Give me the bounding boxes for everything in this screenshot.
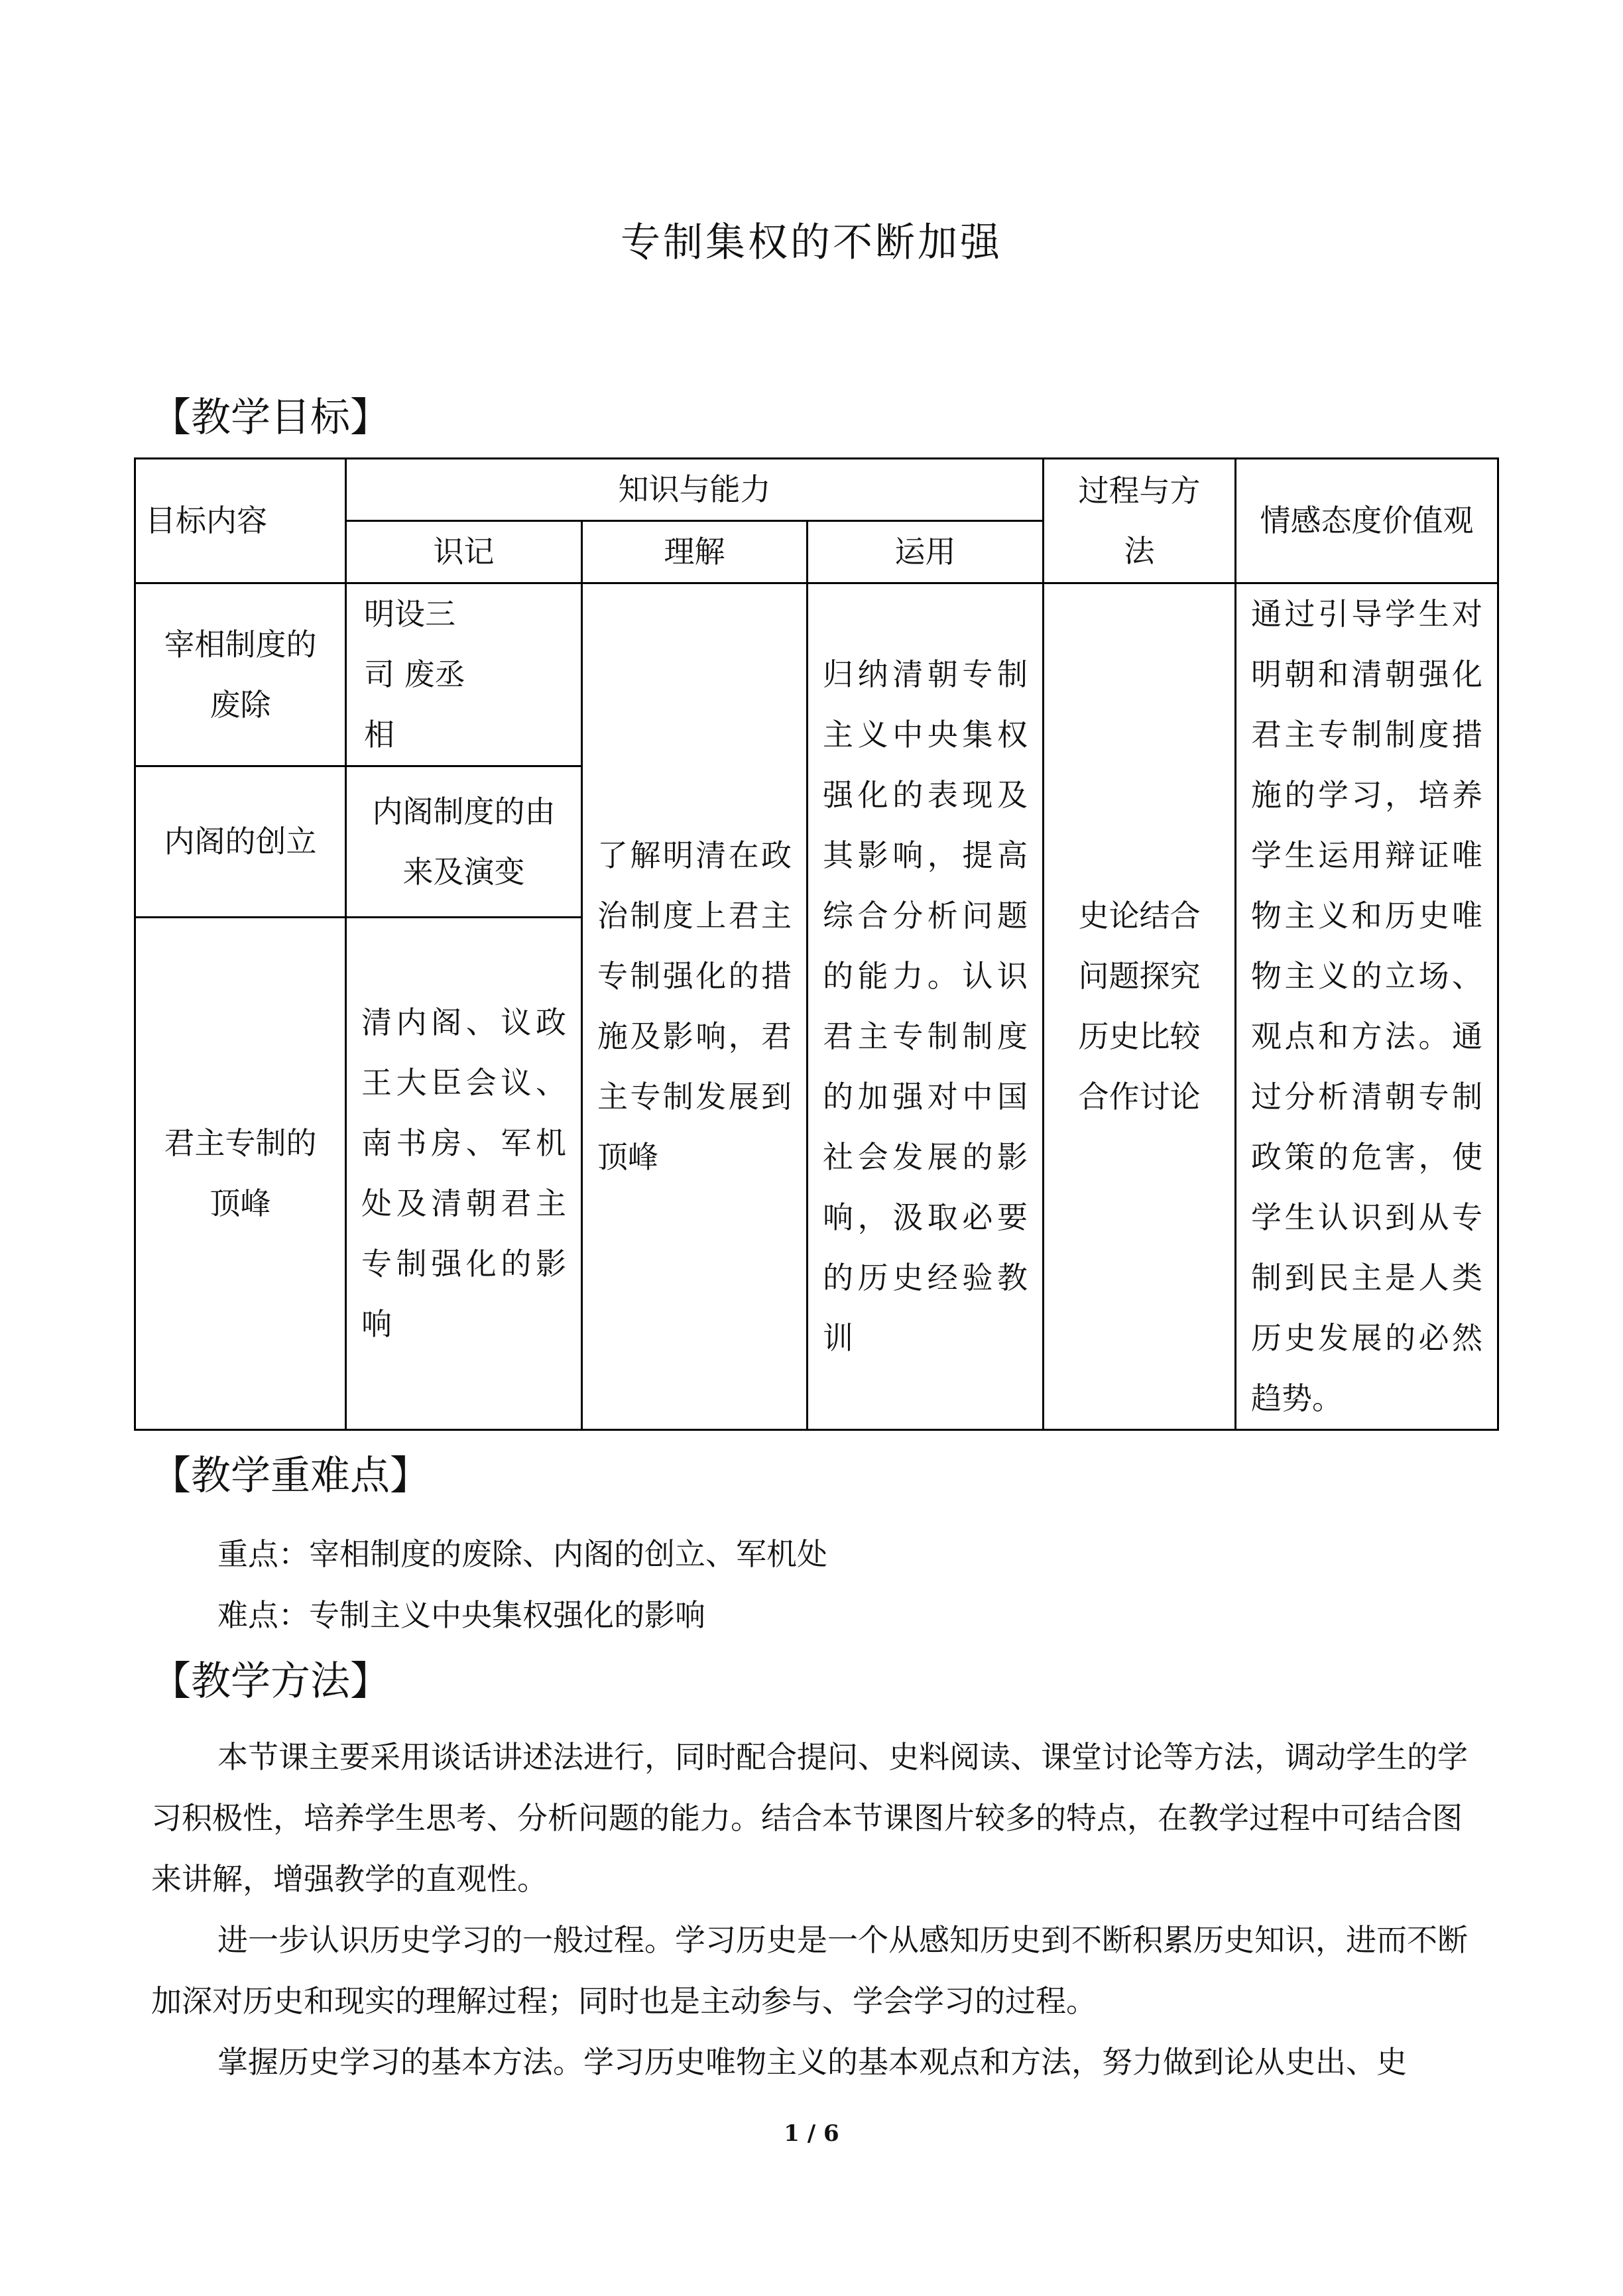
- key-point: 重点：宰相制度的废除、内阁的创立、军机处: [217, 1536, 827, 1572]
- cell-process: 史论结合 问题探究 历史比较 合作讨论: [1044, 583, 1236, 1430]
- cell-emotion: 通过引导学生对明朝和清朝强化君主专制制度措施的学习，培养学生运用辩证唯物主义和历史唯物主义的立场、观点和方法。通过分析清朝专制政策的危害，使学生认识到从专制到民主是人类历史发展的必然趋势。: [1236, 583, 1498, 1430]
- section-heading-teaching-methods: 【教学方法】: [151, 1658, 390, 1705]
- cell-apply: 归纳清朝专制主义中央集权强化的表现及其影响，提高综合分析问题的能力。认识君主专制制度的加强对中国社会发展的影响，汲取必要的历史经验教训: [808, 583, 1044, 1430]
- row-target-abolish-chancellor: 宰相制度的废除: [135, 583, 346, 766]
- row-target-cabinet: 内阁的创立: [135, 766, 346, 918]
- header-recall: 识记: [346, 521, 582, 583]
- header-knowledge-ability: 知识与能力: [346, 459, 1044, 521]
- header-understand: 理解: [582, 521, 808, 583]
- header-target-content: 目标内容: [135, 459, 346, 583]
- row-recall-abolish-chancellor: [346, 583, 582, 766]
- methods-paragraph-3: 掌握历史学习的基本方法。学习历史唯物主义的基本观点和方法，努力做到论从史出、史: [217, 2044, 1407, 2080]
- difficult-point: 难点：专制主义中央集权强化的影响: [217, 1597, 705, 1633]
- recall-text-abolish-chancellor: 明设三司 废丞相: [364, 596, 465, 753]
- header-emotion-values: 情感态度价值观: [1236, 459, 1498, 583]
- section-heading-teaching-objectives: 【教学目标】: [151, 394, 390, 441]
- methods-paragraph-1: 本节课主要采用谈话讲述法进行，同时配合提问、史料阅读、课堂讨论等方法，调动学生的学习积极性，培养学生思考、分析问题的能力。结合本节课图片较多的特点，在教学过程中可结合图来讲解，增强教学的直观性。: [151, 1739, 1468, 1897]
- header-process-method: 过程与方法: [1044, 459, 1236, 583]
- methods-paragraph-2: 进一步认识历史学习的一般过程。学习历史是一个从感知历史到不断积累历史知识，进而不断加深对历史和现实的理解过程；同时也是主动参与、学会学习的过程。: [151, 1922, 1468, 2019]
- header-apply: 运用: [808, 521, 1044, 583]
- row-target-autocracy-peak: 君主专制的顶峰: [135, 918, 346, 1430]
- objectives-table: [134, 457, 1499, 1431]
- section-heading-key-difficult-points: 【教学重难点】: [151, 1453, 430, 1499]
- row-recall-autocracy-peak: 清内阁、议政王大臣会议、南书房、军机处及清朝君主专制强化的影响: [346, 918, 582, 1430]
- page-number: 1 / 6: [784, 2120, 839, 2147]
- page-title: 专制集权的不断加强: [621, 219, 1002, 266]
- row-recall-cabinet: 内阁制度的由来及演变: [346, 766, 582, 918]
- cell-understand: 了解明清在政治制度上君主专制强化的措施及影响，君主专制发展到顶峰: [582, 583, 808, 1430]
